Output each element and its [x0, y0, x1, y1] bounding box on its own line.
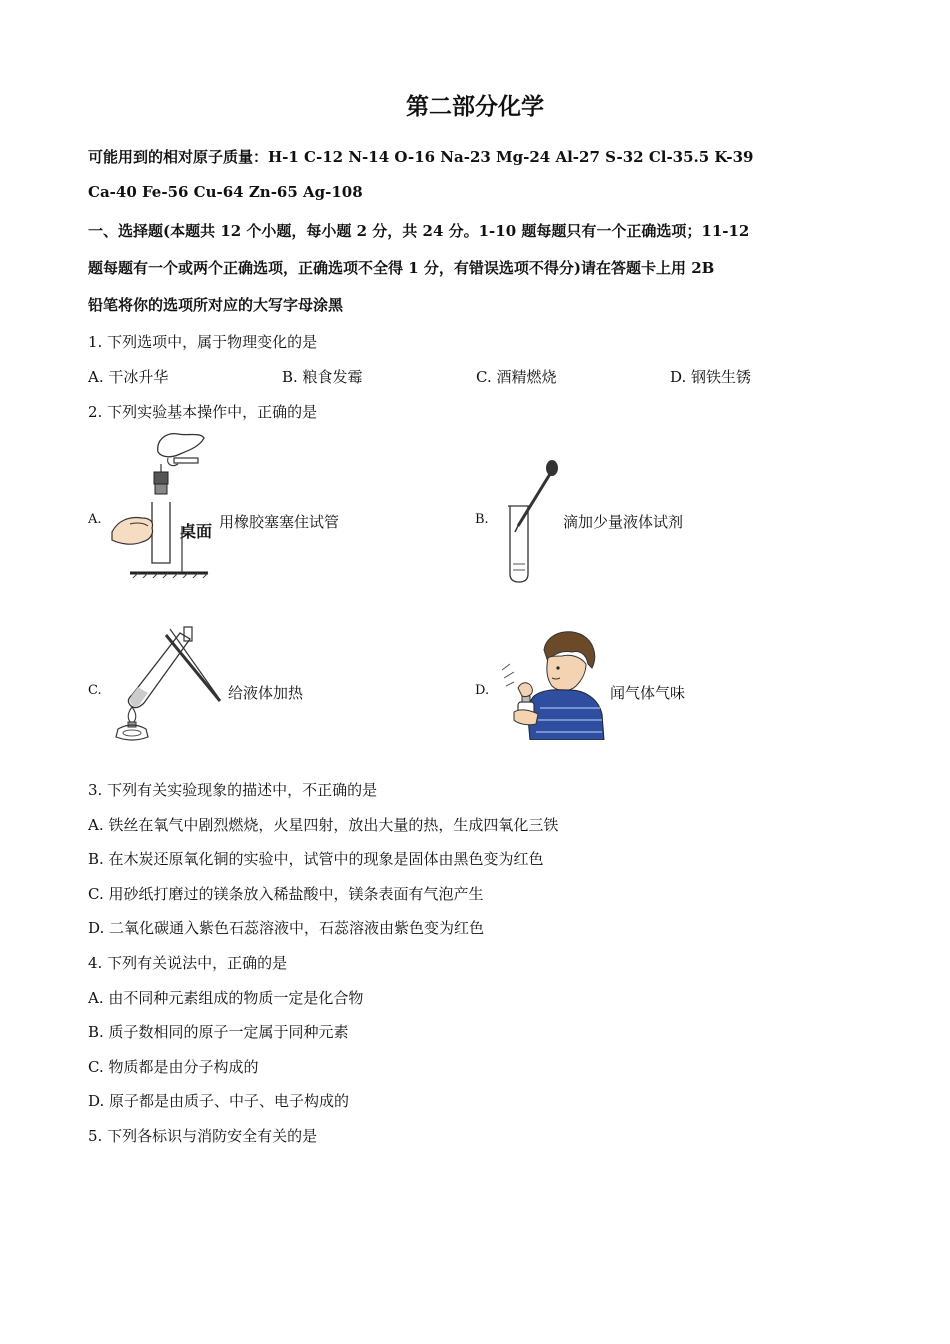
q3-option-b: B. 在木炭还原氧化铜的实验中，试管中的现象是固体由黑色变为红色	[88, 850, 544, 868]
q2-option-d-caption: 闻气体气味	[610, 684, 686, 702]
q1-option-a: A. 干冰升华	[88, 368, 169, 386]
q3-option-c: C. 用砂纸打磨过的镁条放入稀盐酸中，镁条表面有气泡产生	[88, 885, 484, 903]
q2-option-c-caption: 给液体加热	[228, 684, 304, 702]
q1-option-d: D. 钢铁生锈	[670, 368, 752, 386]
q2-option-d-label: D.	[475, 683, 490, 698]
section-instructions-line-3: 铅笔将你的选项所对应的大写字母涂黑	[88, 296, 344, 314]
q1-option-b: B. 粮食发霉	[282, 368, 363, 386]
q4-option-a: A. 由不同种元素组成的物质一定是化合物	[88, 989, 364, 1007]
q3-option-a: A. 铁丝在氧气中剧烈燃烧，火星四射，放出大量的热，生成四氧化三铁	[88, 816, 559, 834]
q4-stem: 4. 下列有关说法中，正确的是	[88, 954, 288, 972]
atomic-masses-line-2: Ca-40 Fe-56 Cu-64 Zn-65 Ag-108	[88, 183, 363, 201]
q4-option-b: B. 质子数相同的原子一定属于同种元素	[88, 1023, 349, 1041]
q1-stem: 1. 下列选项中，属于物理变化的是	[88, 333, 318, 351]
smelling-gas-figure	[500, 628, 608, 740]
q2-option-c-label: C.	[88, 683, 102, 698]
atomic-masses-line-1: 可能用到的相对原子质量：H-1 C-12 N-14 O-16 Na-23 Mg-24 Al-27 S-32 Cl-35.5 K-39	[88, 148, 754, 166]
q2-stem: 2. 下列实验基本操作中，正确的是	[88, 403, 318, 421]
q2-option-a-label: A.	[88, 512, 102, 527]
q3-stem: 3. 下列有关实验现象的描述中，不正确的是	[88, 781, 378, 799]
q1-option-c: C. 酒精燃烧	[476, 368, 557, 386]
desk-label: 桌面	[180, 522, 213, 541]
q2-option-a-caption: 用橡胶塞塞住试管	[219, 513, 340, 531]
q3-option-d: D. 二氧化碳通入紫色石蕊溶液中，石蕊溶液由紫色变为红色	[88, 919, 485, 937]
q5-stem: 5. 下列各标识与消防安全有关的是	[88, 1127, 318, 1145]
page-title: 第二部分化学	[406, 93, 544, 120]
stopper-test-tube-figure	[108, 428, 213, 578]
section-instructions-line-2: 题每题有一个或两个正确选项，正确选项不全得 1 分，有错误选项不得分)请在答题卡上用 2B	[88, 259, 715, 277]
q4-option-d: D. 原子都是由质子、中子、电子构成的	[88, 1092, 350, 1110]
dropper-test-tube-figure	[500, 458, 562, 586]
heating-liquid-figure	[108, 625, 226, 743]
q2-option-b-label: B.	[475, 512, 489, 527]
section-instructions-line-1: 一、选择题(本题共 12 个小题，每小题 2 分，共 24 分。1-10 题每题只有一个正确选项；11-12	[88, 222, 750, 240]
q2-option-b-caption: 滴加少量液体试剂	[563, 513, 684, 531]
q4-option-c: C. 物质都是由分子构成的	[88, 1058, 259, 1076]
